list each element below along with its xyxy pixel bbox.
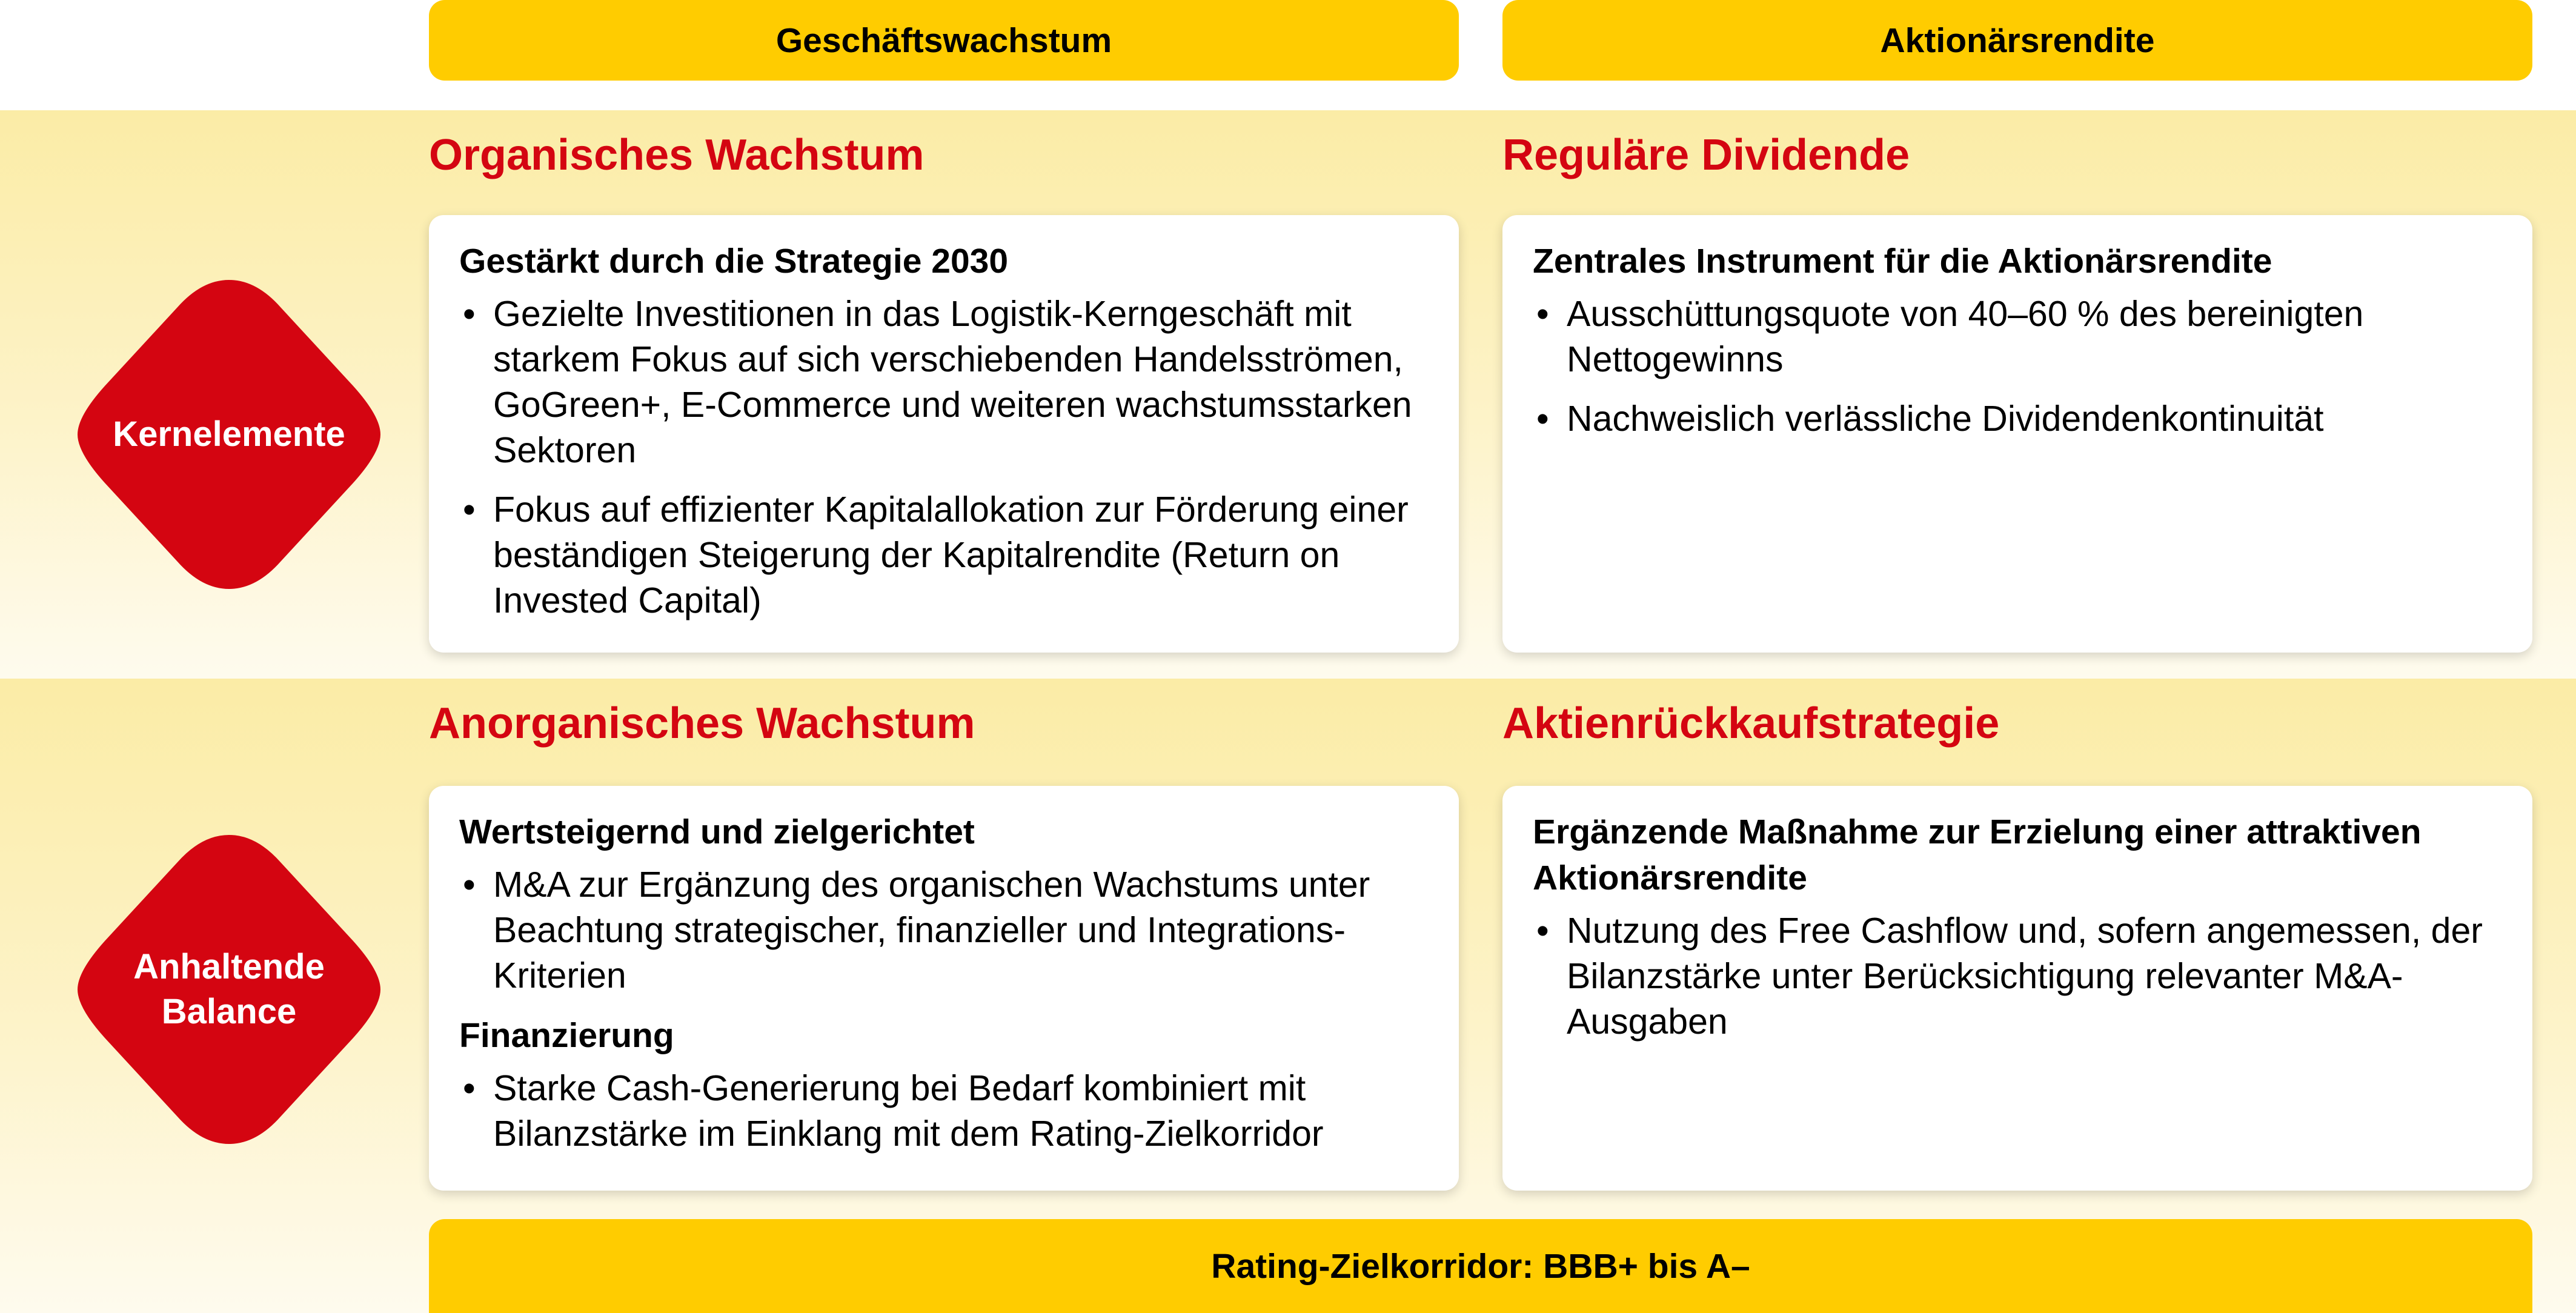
footer-label: Rating-Zielkorridor: BBB+ bis A–	[1211, 1246, 1750, 1286]
column-header-aktionaersrendite	[1502, 0, 2532, 81]
row-label-anhaltende-balance	[133, 945, 325, 1034]
card-subtitle-finanzierung: Finanzierung	[459, 1016, 674, 1055]
footer-rating-zielkorridor	[429, 1219, 2532, 1313]
card-subtitle: Wertsteigernd und zielgerichtet	[459, 813, 975, 851]
row-label-line1: Anhaltende	[133, 947, 325, 986]
bullet-list	[1533, 291, 2502, 442]
row-label-diamond-anhaltende-balance	[78, 835, 380, 1144]
card-subtitle: Gestärkt durch die Strategie 2030	[459, 242, 1009, 281]
row-label-line2: Balance	[161, 992, 297, 1031]
column-header-geschaeftswachstum	[429, 0, 1459, 81]
list-item: • Starke Cash-Generierung bei Bedarf kombiniert mit Bilanzstärke im Einklang mit dem Rating-Zielkorridor	[459, 1066, 1429, 1157]
bullet-list	[459, 862, 1429, 999]
list-item: • M&A zur Ergänzung des organischen Wachstums unter Beachtung strategischer, finanzieller und Integrations-Kriterien	[459, 862, 1429, 999]
card-subtitle: Zentrales Instrument für die Aktionärsrendite	[1533, 242, 2272, 281]
card-subtitle: Ergänzende Maßnahme zur Erzielung einer attraktiven Aktionärsrendite	[1533, 813, 2422, 897]
column-header-label: Aktionärsrendite	[1880, 21, 2155, 60]
card-anorganisches-wachstum	[429, 786, 1459, 1191]
bullet-list	[459, 291, 1429, 623]
list-item: • Nutzung des Free Cashflow und, sofern angemessen, der Bilanzstärke unter Berücksichtigung relevanter M&A-Ausgaben	[1533, 908, 2502, 1045]
row-label-kernelemente: Kernelemente	[113, 414, 345, 454]
column-header-label: Geschäftswachstum	[775, 21, 1112, 60]
section-title-anorganisches-wachstum: Anorganisches Wachstum	[429, 699, 975, 748]
bullet-list	[459, 1066, 1429, 1157]
list-item: • Fokus auf effizienter Kapitalallokation zur Förderung einer beständigen Steigerung der Kapitalrendite (Return on Invested Capital)	[459, 487, 1429, 623]
list-item: • Ausschüttungsquote von 40–60 % des bereinigten Nettogewinns	[1533, 291, 2502, 382]
card-aktienrueckkaufstrategie	[1502, 786, 2532, 1191]
list-item: • Gezielte Investitionen in das Logistik-Kerngeschäft mit starkem Fokus auf sich verschiebenden Handelsströmen, GoGreen+, E-Commerce und weiteren wachstumsstarken Sektoren	[459, 291, 1429, 473]
list-item: • Nachweislich verlässliche Dividendenkontinuität	[1533, 396, 2502, 442]
section-title-aktienrueckkaufstrategie: Aktienrückkaufstrategie	[1502, 699, 2000, 748]
card-organisches-wachstum	[429, 215, 1459, 653]
section-title-regulaere-dividende: Reguläre Dividende	[1502, 131, 1910, 179]
row-label-diamond-kernelemente	[78, 280, 380, 589]
section-title-organisches-wachstum: Organisches Wachstum	[429, 131, 925, 179]
card-regulaere-dividende	[1502, 215, 2532, 653]
bullet-list	[1533, 908, 2502, 1045]
